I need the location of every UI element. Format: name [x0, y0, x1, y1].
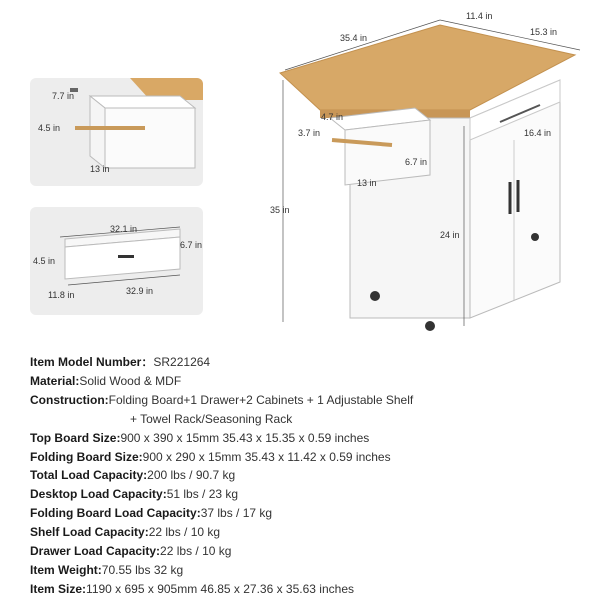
dim-width-top-label: 35.4 in [340, 33, 368, 43]
spec-label: Total Load Capacity [30, 468, 144, 483]
dim-drawer-side-label: 6.7 in [405, 157, 428, 167]
spec-list [30, 353, 590, 599]
spec-row [30, 523, 590, 542]
spec-label: Folding Board Size [30, 449, 139, 464]
dim-drawer-width-label: 13 in [357, 178, 377, 188]
spec-sep: : [75, 373, 80, 388]
spec-value: 1190 x 695 x 905mm 46.85 x 27.36 x 35.63 inches [86, 581, 354, 596]
spec-value: 70.55 lbs 32 kg [101, 562, 184, 577]
spec-row [30, 466, 590, 485]
spec-sep: ： [141, 355, 154, 369]
spec-row [30, 504, 590, 523]
dim-depth-top-label: 11.4 in [466, 11, 493, 21]
spec-row [30, 429, 590, 448]
spec-value: + Towel Rack/Seasoning Rack [130, 411, 293, 426]
spec-sep: : [143, 468, 148, 483]
spec-row [30, 353, 590, 372]
dim-front-top-label: 32.1 in [110, 224, 138, 234]
spec-value: 51 lbs / 23 kg [166, 487, 239, 502]
spec-value: 900 x 390 x 15mm 35.43 x 15.35 x 0.59 inches [120, 430, 370, 445]
dim-height-label: 4.5 in [38, 123, 61, 133]
spec-value: 900 x 290 x 15mm 35.43 x 11.42 x 0.59 inches [142, 449, 391, 464]
dim-drawer-long-label: 16.4 in [524, 128, 552, 138]
spec-row-continuation [30, 410, 590, 429]
spec-label: Item Size [30, 581, 83, 596]
spec-label: Material [30, 373, 76, 388]
spec-row [30, 372, 590, 391]
spec-row [30, 391, 590, 410]
spec-value: SR221264 [153, 355, 211, 369]
spec-sep: : [116, 430, 121, 445]
spec-row [30, 485, 590, 504]
spec-row [30, 580, 590, 599]
spec-sep: : [138, 449, 143, 464]
spec-sep: : [144, 525, 149, 540]
dim-height-left-label: 4.5 in [33, 256, 56, 266]
spec-label: Item Weight [30, 562, 98, 577]
dim-width-label: 13 in [90, 164, 110, 174]
spec-row [30, 561, 590, 580]
spec-label: Construction [30, 392, 105, 407]
dim-height-right-label: 6.7 in [180, 240, 203, 250]
dim-drawer-depth-label: 4.7 in [321, 112, 344, 122]
spec-value: Solid Wood & MDF [79, 373, 182, 388]
spec-label: Folding Board Load Capacity [30, 506, 197, 521]
spec-sep: : [104, 392, 109, 407]
spec-value: 200 lbs / 90.7 kg [147, 468, 236, 483]
dim-bottom-label: 32.9 in [126, 286, 154, 296]
spec-row [30, 448, 590, 467]
spec-value: 37 lbs / 17 kg [200, 506, 273, 521]
spec-value: Folding Board+1 Drawer+2 Cabinets + 1 Adjustable Shelf [108, 392, 414, 407]
spec-label: Drawer Load Capacity [30, 544, 157, 559]
spec-label: Shelf Load Capacity [30, 525, 145, 540]
dim-depth-label: 11.8 in [48, 290, 75, 300]
spec-label: Top Board Size [30, 430, 117, 445]
spec-sep: : [82, 581, 87, 596]
spec-value: 22 lbs / 10 kg [148, 525, 221, 540]
spec-label: Item Model Number [30, 355, 142, 369]
spec-label: Desktop Load Capacity [30, 487, 163, 502]
spec-value: 22 lbs / 10 kg [160, 544, 232, 559]
spec-sep: : [156, 544, 161, 559]
spec-sep: : [196, 506, 201, 521]
spec-sep: : [97, 562, 102, 577]
dim-depth-label: 7.7 in [52, 91, 75, 101]
dim-cabinet-height-label: 24 in [440, 230, 460, 240]
spec-row [30, 542, 590, 561]
dim-total-height-label: 35 in [270, 205, 290, 215]
dim-depth-ext-label: 15.3 in [530, 27, 558, 37]
dim-drawer-height-label: 3.7 in [298, 128, 321, 138]
spec-sep: : [162, 487, 167, 502]
